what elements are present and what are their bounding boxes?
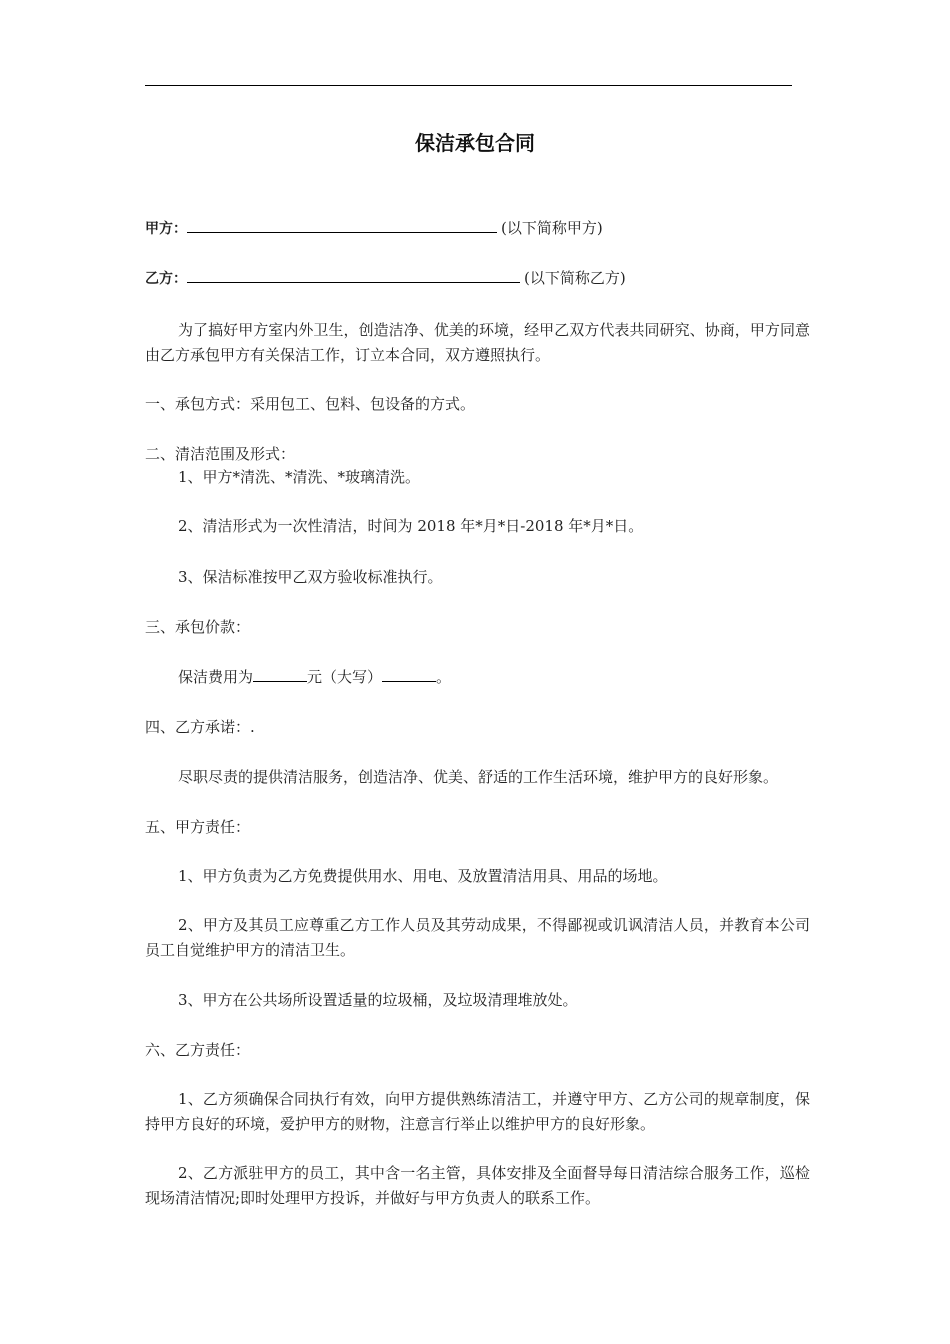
party-b-label: 乙方： <box>145 271 187 287</box>
section-6-heading: 六、乙方责任： <box>145 1041 251 1059</box>
section-4-heading: 四、乙方承诺：. <box>145 718 255 736</box>
party-b-note: (以下简称乙方) <box>524 269 626 287</box>
section-2-item-2: 2、清洁形式为一次性清洁，时间为 2018 年*月*日-2018 年*月*日。 <box>178 517 644 535</box>
party-a-note: (以下简称甲方) <box>501 219 603 237</box>
section-5-item-1: 1、甲方负责为乙方免费提供用水、用电、及放置清洁用具、用品的场地。 <box>178 867 668 885</box>
section-4-text: 尽职尽责的提供清洁服务，创造洁净、优美、舒适的工作生活环境，维护甲方的良好形象。 <box>178 768 779 786</box>
fee-amount-blank[interactable] <box>253 666 307 682</box>
fee-uppercase-blank[interactable] <box>382 666 436 682</box>
section-5-item-2: 2、甲方及其员工应尊重乙方工作人员及其劳动成果，不得鄙视或讥讽清洁人员，并教育本公司员工自觉维护甲方的清洁卫生。 <box>145 916 810 959</box>
intro-paragraph: 为了搞好甲方室内外卫生，创造洁净、优美的环境，经甲乙双方代表共同研究、协商，甲方同意由乙方承包甲方有关保洁工作，订立本合同，双方遵照执行。 <box>145 321 810 364</box>
section-2-item-1: 1、甲方*清洗、*清洗、*玻璃清洗。 <box>178 468 421 486</box>
section-6-item-1: 1、乙方须确保合同执行有效，向甲方提供熟练清洁工，并遵守甲方、乙方公司的规章制度，保持甲方良好的环境，爱护甲方的财物，注意言行举止以维护甲方的良好形象。 <box>145 1090 810 1133</box>
top-rule <box>145 85 792 86</box>
fee-mid: 元（大写） <box>307 668 383 686</box>
section-3-heading: 三、承包价款： <box>145 618 251 636</box>
section-2-heading: 二、清洁范围及形式： <box>145 445 296 463</box>
section-1: 一、承包方式：采用包工、包料、包设备的方式。 <box>145 395 476 413</box>
section-6-item-2: 2、乙方派驻甲方的员工，其中含一名主管，具体安排及全面督导每日清洁综合服务工作，巡检现场清洁情况;即时处理甲方投诉，并做好与甲方负责人的联系工作。 <box>145 1164 810 1207</box>
fee-end: 。 <box>436 668 452 686</box>
party-a-label: 甲方： <box>145 221 187 237</box>
section-3-fee-line <box>178 666 451 688</box>
section-5-item-3: 3、甲方在公共场所设置适量的垃圾桶，及垃圾清理堆放处。 <box>178 991 578 1009</box>
fee-prefix: 保洁费用为 <box>178 668 254 686</box>
section-2-item-3: 3、保洁标准按甲乙双方验收标准执行。 <box>178 568 443 586</box>
party-a-line <box>145 217 603 240</box>
page-title: 保洁承包合同 <box>415 131 535 155</box>
party-b-blank[interactable] <box>187 267 520 283</box>
party-a-blank[interactable] <box>187 217 497 233</box>
party-b-line <box>145 267 626 290</box>
section-5-heading: 五、甲方责任： <box>145 818 251 836</box>
